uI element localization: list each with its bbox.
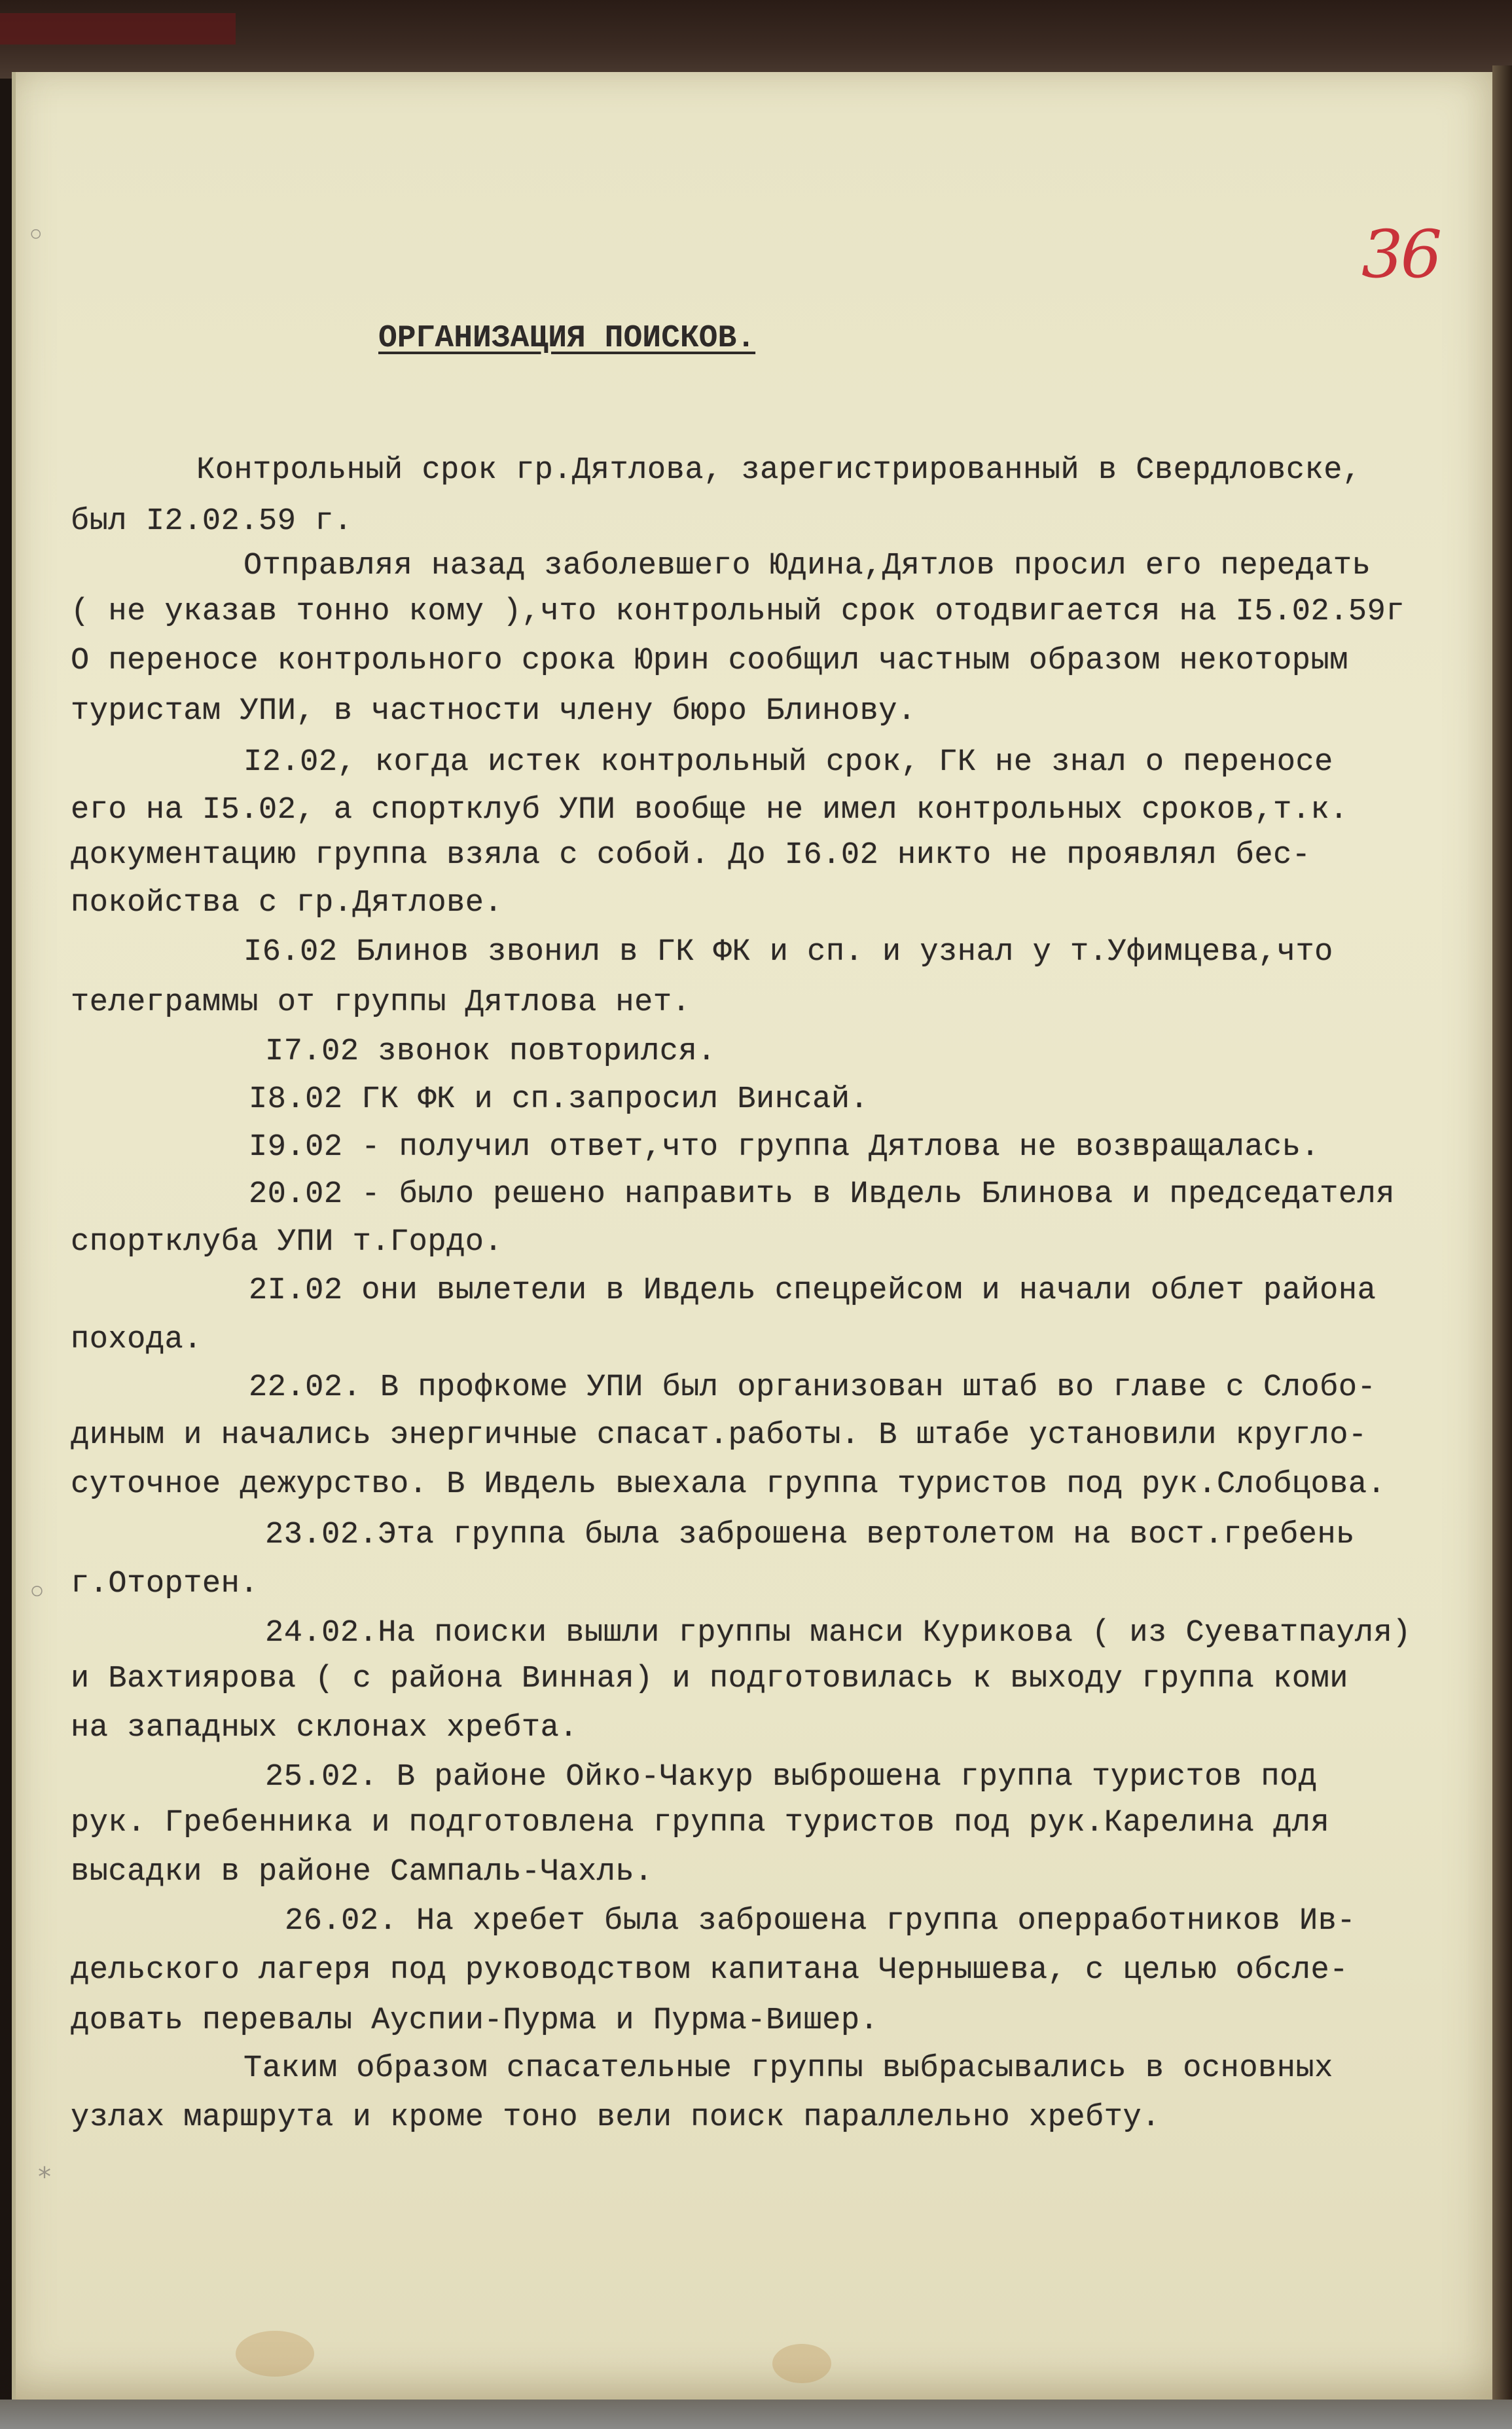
text-line: 24.02.На поиски вышли группы манси Курикова ( из Суеватпауля) <box>265 1616 1411 1651</box>
text-line: I8.02 ГК ФК и сп.запросил Винсай. <box>249 1082 869 1117</box>
text-line: покойства с гр.Дятлове. <box>71 886 503 921</box>
text-line: узлах маршрута и кроме тоно вели поиск параллельно хребту. <box>71 2100 1161 2135</box>
text-line: спортклуба УПИ т.Гордо. <box>71 1225 503 1260</box>
text-line: I9.02 - получил ответ,что группа Дятлова не возвращалась. <box>249 1130 1320 1165</box>
stain <box>772 2344 831 2383</box>
bottom-edge <box>0 2400 1512 2429</box>
page-number: 36 <box>1361 216 1440 293</box>
text-line: дельского лагеря под руководством капитана Чернышева, с целью обсле- <box>71 1953 1348 1988</box>
text-line: был I2.02.59 г. <box>71 504 353 539</box>
text-line: г.Отортен. <box>71 1567 259 1601</box>
text-line: ( не указав тонно кому ),что контрольный срок отодвигается на I5.02.59г <box>71 594 1405 629</box>
text-line: рук. Гребенника и подготовлена группа туристов под рук.Карелина для <box>71 1806 1330 1840</box>
text-line: суточное дежурство. В Ивдель выехала группа туристов под рук.Слобцова. <box>71 1467 1386 1502</box>
text-line: 25.02. В районе Ойко-Чакур выброшена группа туристов под <box>265 1760 1318 1795</box>
margin-mark: ◦ <box>26 1571 48 1614</box>
text-line: 22.02. В профкоме УПИ был организован штаб во главе с Слобо- <box>249 1370 1377 1405</box>
text-line: и Вахтиярова ( с района Винная) и подготовилась к выходу группа коми <box>71 1662 1348 1696</box>
text-line: О переносе контрольного срока Юрин сообщил частным образом некоторым <box>71 644 1348 678</box>
margin-mark: ⁎ <box>38 2154 51 2184</box>
text-line: телеграммы от группы Дятлова нет. <box>71 985 691 1020</box>
text-line: на западных склонах хребта. <box>71 1711 579 1745</box>
text-line: Контрольный срок гр.Дятлова, зарегистрированный в Свердловске, <box>196 453 1361 488</box>
text-line: I6.02 Блинов звонил в ГК ФК и сп. и узнал у т.Уфимцева,что <box>243 935 1333 970</box>
text-line: I2.02, когда истек контрольный срок, ГК не знал о переносе <box>243 745 1333 780</box>
text-line: его на I5.02, а спортклуб УПИ вообще не имел контрольных сроков,т.к. <box>71 793 1348 828</box>
text-line: высадки в районе Сампаль-Чахль. <box>71 1855 653 1890</box>
stain <box>236 2331 314 2377</box>
text-line: I7.02 звонок повторился. <box>265 1034 716 1069</box>
text-line: Таким образом спасательные группы выбрасывались в основных <box>243 2051 1333 2086</box>
text-line: диным и начались энергичные спасат.работы. В штабе установили кругло- <box>71 1418 1367 1453</box>
text-line: похода. <box>71 1323 202 1357</box>
document-title: ОРГАНИЗАЦИЯ ПОИСКОВ. <box>378 321 756 356</box>
text-line: 2I.02 они вылетели в Ивдель спецрейсом и начали облет района <box>249 1273 1377 1308</box>
text-line: 20.02 - было решено направить в Ивдель Блинова и председателя <box>249 1177 1395 1212</box>
text-line: документацию группа взяла с собой. До I6.02 никто не проявлял бес- <box>71 838 1311 873</box>
text-line: туристам УПИ, в частности члену бюро Блинову. <box>71 694 916 729</box>
margin-mark: ◦ <box>26 216 46 254</box>
page-edge-shadow <box>1492 65 1512 2422</box>
text-line: довать перевалы Ауспии-Пурма и Пурма-Вишер. <box>71 2003 879 2038</box>
text-line: 23.02.Эта группа была заброшена вертолетом на вост.гребень <box>265 1518 1355 1552</box>
text-line: Отправляя назад заболевшего Юдина,Дятлов просил его передать <box>243 549 1371 583</box>
folder-tab <box>0 13 236 45</box>
text-line: 26.02. На хребет была заброшена группа оперработников Ив- <box>285 1904 1356 1939</box>
